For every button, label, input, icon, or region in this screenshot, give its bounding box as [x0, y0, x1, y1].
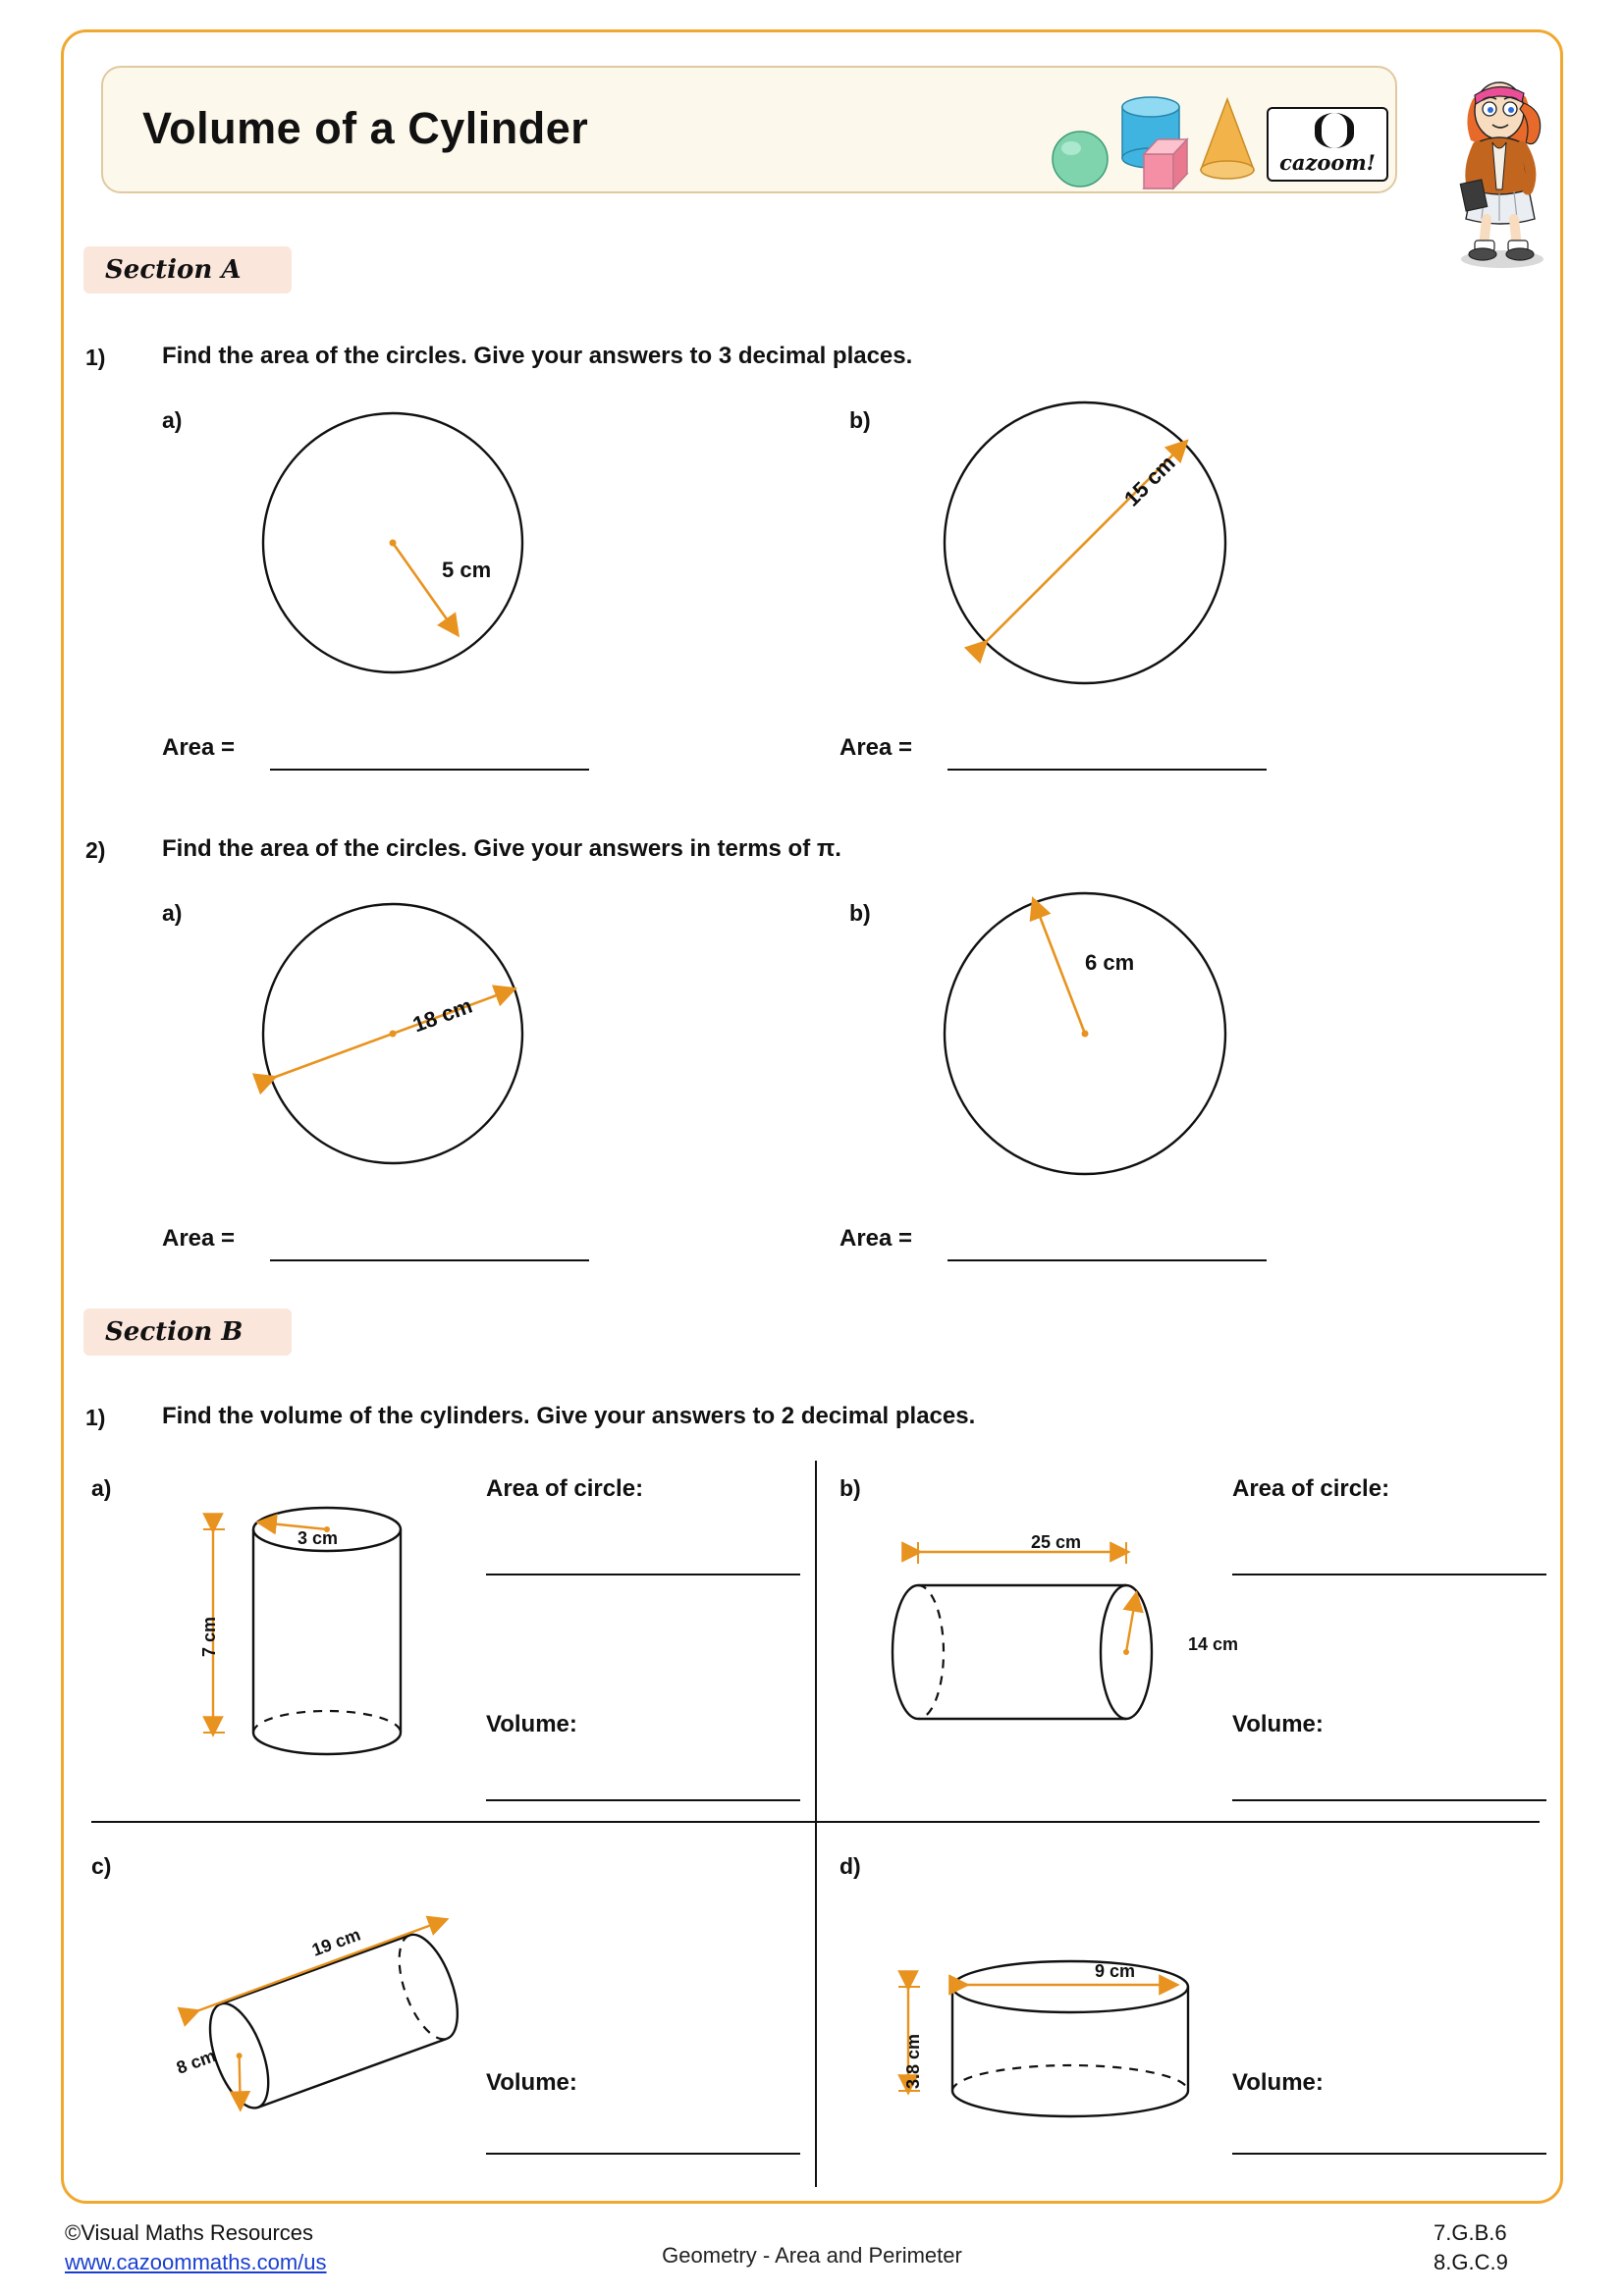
worksheet-page	[61, 29, 1563, 2204]
sectionA-q1a-circle	[245, 386, 579, 710]
sectionA-q2b-label: b)	[849, 900, 871, 926]
cazoom-logo	[1267, 107, 1388, 182]
sectionA-q1b-label: b)	[849, 407, 871, 433]
sectionA-q1a-dimension: 5 cm	[442, 558, 492, 582]
sectionB-qa-label: a)	[91, 1475, 112, 1501]
section-a-header	[83, 246, 292, 294]
sectionA-q2a-answer-label: Area =	[162, 1225, 236, 1252]
sectionB-qd-height-label: 3.8 cm	[903, 2033, 923, 2089]
sectionB-qc-label: c)	[91, 1853, 112, 1879]
sectionA-q2b-dimension: 6 cm	[1085, 950, 1135, 975]
sectionB-qd-volume-label: Volume:	[1232, 2069, 1324, 2096]
sectionB-qa-volume-line[interactable]	[486, 1799, 800, 1801]
sectionB-qa-radius-label: 3 cm	[298, 1528, 339, 1548]
footer-topic: Geometry - Area and Perimeter	[662, 2243, 962, 2268]
footer-standard-2: 8.G.C.9	[1434, 2250, 1508, 2274]
sectionA-q2a-dimension: 18 cm	[409, 992, 476, 1038]
sectionB-q1-number: 1)	[85, 1405, 106, 1430]
sectionA-q1b-answer-line[interactable]	[947, 769, 1267, 771]
sectionB-q1-text: Find the volume of the cylinders. Give your answers to 2 decimal places.	[162, 1403, 976, 1429]
sectionB-qa-area-line[interactable]	[486, 1574, 800, 1575]
sectionB-qc-radius-label: 8 cm	[174, 2045, 219, 2078]
sectionB-qa-volume-label: Volume:	[486, 1711, 577, 1737]
sectionB-qd-label: d)	[839, 1853, 861, 1879]
cazoom-logo-text: cazoom!	[1279, 150, 1376, 175]
sectionA-q1a-answer-label: Area =	[162, 734, 236, 761]
sectionA-q1a-label: a)	[162, 407, 183, 433]
sectionB-qa-height-label: 7 cm	[199, 1616, 219, 1657]
sectionB-qa-area-label: Area of circle:	[486, 1475, 644, 1502]
hourglass-icon	[1315, 113, 1354, 148]
sectionB-qc-length-label: 19 cm	[309, 1924, 363, 1960]
sectionA-q2b-answer-line[interactable]	[947, 1259, 1267, 1261]
sectionB-qd-diameter-label: 9 cm	[1095, 1961, 1136, 1981]
sectionB-qb-radius-label: 14 cm	[1188, 1634, 1239, 1654]
sectionA-q2b-circle	[928, 877, 1262, 1201]
sectionB-qd-volume-line[interactable]	[1232, 2153, 1546, 2155]
sectionB-qc-volume-label: Volume:	[486, 2069, 577, 2096]
mascot-illustration	[1434, 60, 1561, 271]
sectionA-q1b-answer-label: Area =	[839, 734, 913, 761]
sectionA-q2-text: Find the area of the circles. Give your answers in terms of π.	[162, 835, 841, 862]
sectionA-q2a-answer-line[interactable]	[270, 1259, 589, 1261]
title-banner	[101, 66, 1397, 193]
sectionB-qb-volume-line[interactable]	[1232, 1799, 1546, 1801]
sectionA-q2b-answer-label: Area =	[839, 1225, 913, 1252]
sectionA-q1-number: 1)	[85, 345, 106, 370]
sectionA-q1-text: Find the area of the circles. Give your answers to 3 decimal places.	[162, 343, 913, 369]
sectionB-qb-volume-label: Volume:	[1232, 1711, 1324, 1737]
vertical-divider	[815, 1461, 817, 2187]
footer-copyright: ©Visual Maths Resources	[65, 2220, 314, 2245]
sectionB-qa-cylinder	[201, 1485, 496, 1809]
sectionB-qc-volume-line[interactable]	[486, 2153, 800, 2155]
sectionB-qb-area-line[interactable]	[1232, 1574, 1546, 1575]
sectionB-qb-length-label: 25 cm	[1031, 1532, 1082, 1552]
page-title: Volume of a Cylinder	[142, 103, 589, 153]
section-b-label: Section B	[105, 1317, 244, 1347]
sectionA-q1b-dimension: 15 cm	[1119, 450, 1180, 511]
sectionA-q2a-label: a)	[162, 900, 183, 926]
sectionA-q1b-circle	[928, 386, 1262, 710]
sectionA-q2-number: 2)	[85, 837, 106, 863]
sectionA-q1a-answer-line[interactable]	[270, 769, 589, 771]
section-a-label: Section A	[105, 255, 242, 285]
footer-website-link[interactable]: www.cazoommaths.com/us	[65, 2250, 327, 2274]
sectionB-qb-label: b)	[839, 1475, 861, 1501]
section-b-header	[83, 1308, 292, 1356]
footer-standard-1: 7.G.B.6	[1434, 2220, 1507, 2245]
sectionB-qb-area-label: Area of circle:	[1232, 1475, 1390, 1502]
sectionA-q2a-circle	[245, 877, 579, 1201]
sectionB-qd-cylinder	[879, 1942, 1272, 2167]
horizontal-divider	[91, 1821, 1540, 1823]
